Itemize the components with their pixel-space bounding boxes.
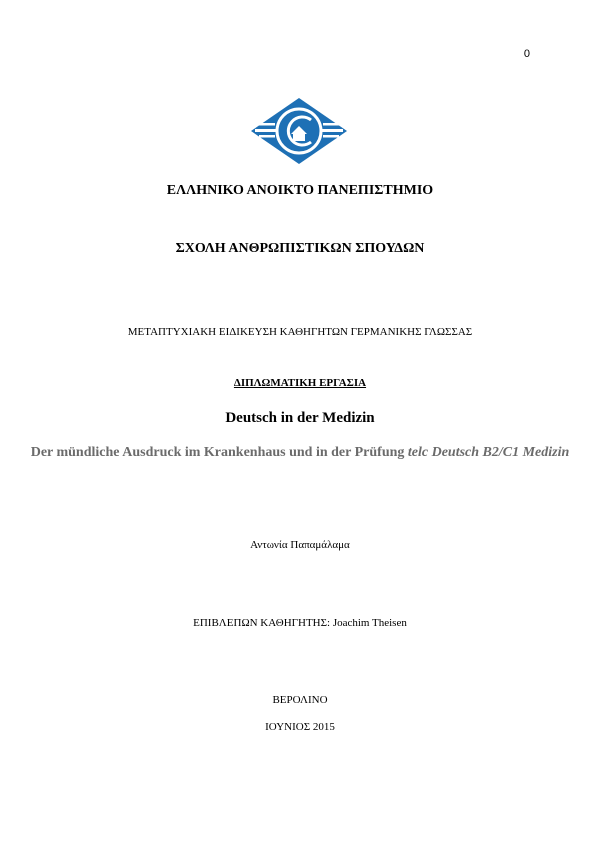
place: ΒΕΡΟΛΙΝΟ <box>272 694 328 706</box>
date: ΙΟΥΝΙΟΣ 2015 <box>265 721 335 733</box>
thesis-subtitle <box>0 441 600 464</box>
author-name: Αντωνία Παπαμάλαμα <box>250 539 350 551</box>
thesis-type: ΔΙΠΛΩΜΑΤΙΚΗ ΕΡΓΑΣΙΑ <box>233 377 367 389</box>
subtitle-italic: telc Deutsch B2/C1 Medizin <box>407 445 570 460</box>
program-name: ΜΕΤΑΠΤΥΧΙΑΚΗ ΕΙΔΙΚΕΥΣΗ ΚΑΘΗΓΗΤΩΝ ΓΕΡΜΑΝΙΚΗΣ ΓΛΩΣΣΑΣ <box>127 326 473 338</box>
supervisor-line <box>0 617 600 629</box>
school-name: ΣΧΟΛΗ ΑΝΘΡΩΠΙΣΤΙΚΩΝ ΣΠΟΥΔΩΝ <box>175 241 425 256</box>
subtitle-plain: Der mündliche Ausdruck im Krankenhaus und in der Prüfung <box>30 445 408 460</box>
supervisor-label: ΕΠΙΒΛΕΠΩΝ ΚΑΘΗΓΗΤΗΣ: <box>193 617 331 629</box>
supervisor-name: Joachim Theisen <box>332 617 407 629</box>
university-logo <box>251 98 347 164</box>
thesis-title: Deutsch in der Medizin <box>225 410 375 426</box>
university-name: ΕΛΛΗΝΙΚΟ ΑΝΟΙΚΤΟ ΠΑΝΕΠΙΣΤΗΜΙΟ <box>166 183 434 198</box>
page-number: 0 <box>523 48 530 60</box>
